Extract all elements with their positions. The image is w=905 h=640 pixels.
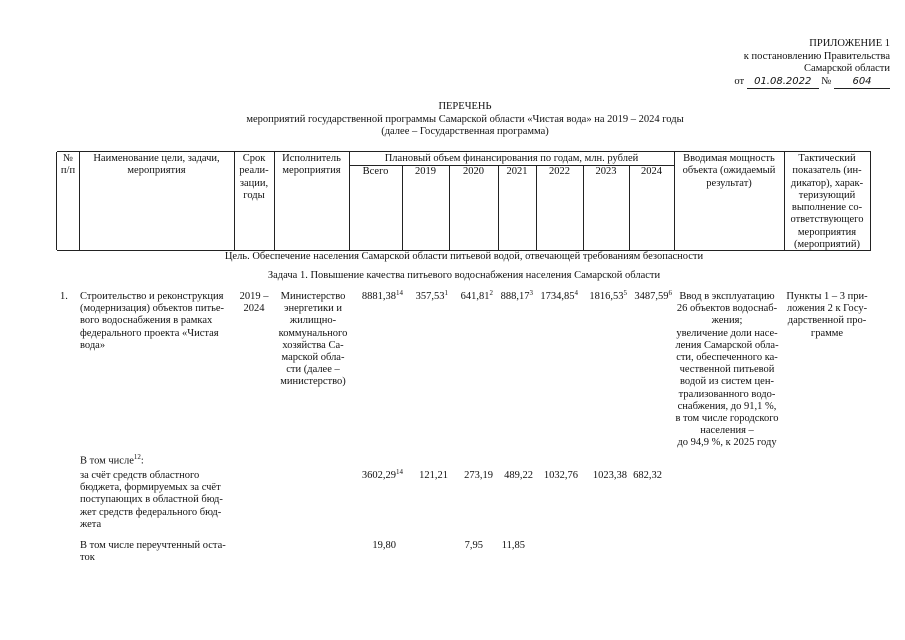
row2-2023: 1023,38 xyxy=(592,470,627,481)
appendix-date-line xyxy=(690,76,890,90)
header-2020: 2020 xyxy=(463,166,484,177)
row1-2020: 641,81$^2$ xyxy=(460,289,493,302)
header-funding-title: Плановый объем финансирования по годам, млн. рублей xyxy=(384,153,639,164)
row1-term: 2019 – 2024 xyxy=(239,291,269,315)
title-line1: ПЕРЕЧЕНЬ xyxy=(438,101,492,112)
signature-date: 01.08.2022 xyxy=(747,76,819,90)
header-2024: 2024 xyxy=(641,166,662,177)
appendix-title: ПРИЛОЖЕНИЕ 1 xyxy=(809,38,890,49)
header-2019: 2019 xyxy=(415,166,436,177)
row2-2022: 1032,76 xyxy=(543,470,578,481)
row1-name: Строительство и реконструкция (модернизация) объектов питье- вого водоснабжения в рамках федерального проекта «Чистая вода» xyxy=(80,291,225,351)
row2-2019: 121,21 xyxy=(419,470,448,481)
task-text: Задача 1. Повышение качества питьевого водоснабжения населения Самарской области xyxy=(267,270,661,281)
appendix-line1: к постановлению Правительства xyxy=(743,50,890,62)
header-2021: 2021 xyxy=(506,166,528,177)
title-line3: (далее – Государственная программа) xyxy=(381,126,549,137)
row1-2022: 1734,85$^4$ xyxy=(540,289,578,302)
row1-2023: 1816,53$^5$ xyxy=(589,289,627,302)
row2-2021: 489,22 xyxy=(504,470,533,481)
row3-name: В том числе переучтенный оста- ток xyxy=(80,540,226,564)
header-2022: 2022 xyxy=(549,166,570,177)
header-col-executor: Исполнитель мероприятия xyxy=(282,153,341,177)
appendix-block xyxy=(690,38,890,89)
row2-2024: 682,32 xyxy=(633,470,662,481)
row1-executor: Министерство энергетики и жилищно- коммунального хозяйства Са- марской обла- сти (далее – министерство) xyxy=(278,291,348,388)
row1-number: 1. xyxy=(60,291,68,302)
number-label: № xyxy=(821,75,832,87)
row1-2021: 888,17$^3$ xyxy=(500,289,533,302)
including-label: В том числе$^{12}$: xyxy=(80,453,144,467)
header-total: Всего xyxy=(362,166,389,177)
row1-2024: 3487,59$^6$ xyxy=(634,289,672,302)
header-col-capacity: Вводимая мощность объекта (ожидаемый результат) xyxy=(682,153,776,189)
title-line2: мероприятий государственной программы Самарской области «Чистая вода» на 2019 – 2024 годы xyxy=(246,113,684,125)
header-col-num: № п/п xyxy=(60,153,76,177)
row1-capacity: Ввод в эксплуатацию 26 объектов водоснаб- жения; увеличение доли насе- ления Самарской обла- сти, обеспеченного ка- чественной питьевой водой из систем цен- трализованного водо- снабжения, до 91,1 %, в том числе городского населения – до 94,9 %, к 2025 году xyxy=(675,291,779,449)
appendix-line2: Самарской области xyxy=(804,63,890,74)
row1-2019: 357,53$^1$ xyxy=(415,289,448,302)
row3-2020: 7,95 xyxy=(464,540,483,551)
row1-total: 8881,38$^{14}$ xyxy=(361,289,403,302)
document-title xyxy=(200,101,730,139)
row2-2020: 273,19 xyxy=(464,470,493,481)
row3-total: 19,80 xyxy=(372,540,396,551)
header-col-term: Срок реали- зации, годы xyxy=(239,153,269,201)
header-col-indicator: Тактический показатель (ин- дикатор), харак- теризующий выполнение со- ответствующего мероприятия (мероприятий) xyxy=(790,153,864,251)
header-2023: 2023 xyxy=(595,166,617,177)
header-col-name: Наименование цели, задачи, мероприятия xyxy=(93,153,220,177)
table-header xyxy=(57,151,871,251)
row2-total: 3602,29$^{14}$ xyxy=(361,468,403,481)
row1-indicator: Пункты 1 – 3 при- ложения 2 к Госу- дарственной про- грамме xyxy=(786,291,868,339)
goal-text: Цель. Обеспечение населения Самарской области питьевой водой, отвечающей требованиям безопасности xyxy=(224,251,704,262)
from-label: от xyxy=(734,75,745,87)
signature-number: 604 xyxy=(834,76,890,90)
row3-2021: 11,85 xyxy=(501,540,525,551)
row2-name: за счёт средств областного бюджета, формируемых за счёт поступающих в областной бюд- жет средств федерального бюд- жета xyxy=(80,470,223,530)
